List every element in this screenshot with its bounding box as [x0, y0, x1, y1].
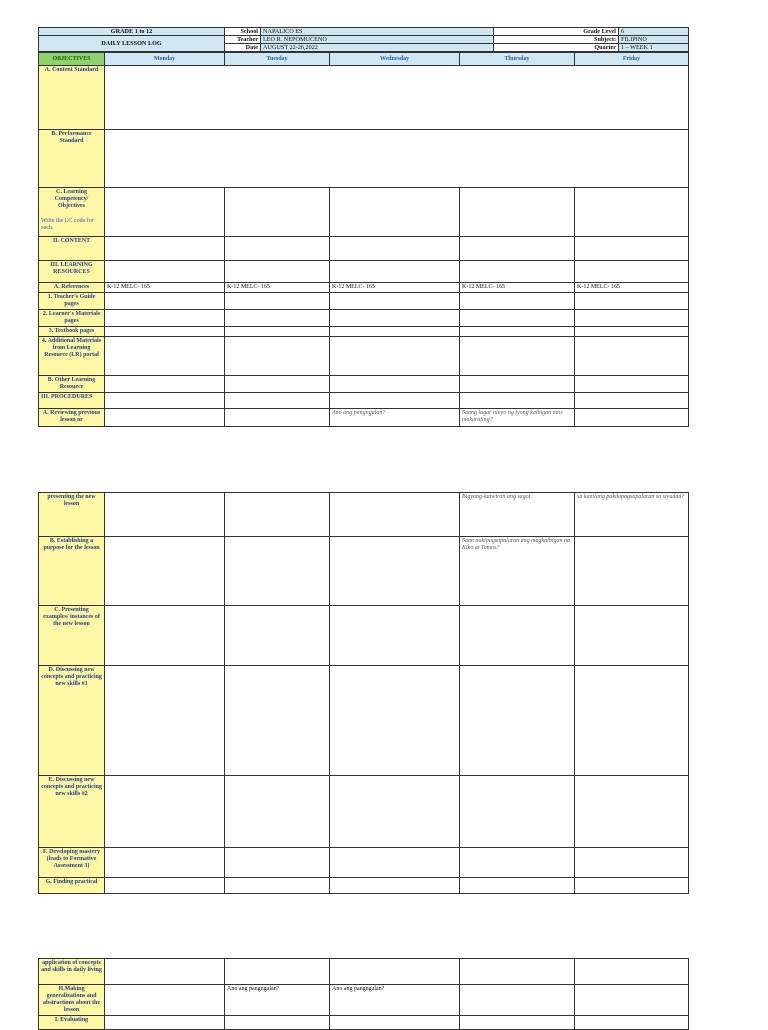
empty-cell [460, 376, 575, 393]
empty-cell [105, 376, 225, 393]
empty-cell [575, 376, 689, 393]
empty-cell [330, 393, 460, 409]
empty-cell [225, 293, 330, 310]
finding-practical-wednesday [330, 878, 460, 894]
application-thursday [460, 959, 575, 985]
establishing-label: B. Establishing a purpose for the lesson [39, 537, 105, 606]
subject-label: Subject: [494, 36, 619, 44]
grade-level-label: Grade Level [494, 28, 619, 36]
empty-cell [225, 376, 330, 393]
generalizations-monday [105, 985, 225, 1016]
application-label: application of concepts and skills in daily living [39, 959, 105, 985]
content-friday [575, 237, 689, 261]
presenting-new-monday [105, 493, 225, 537]
reviewing-thursday: Saang lugar ninyo ng iyong kaibigan nais makarating? [460, 409, 575, 427]
empty-cell [575, 327, 689, 337]
developing-mastery-label: F. Developing mastery (leads to Formative Assessment 3) [39, 848, 105, 878]
performance-standard-label: B. Performance Standard [39, 130, 105, 188]
competency-wednesday [330, 188, 460, 237]
references-wednesday: K-12 MELC- 165 [330, 283, 460, 293]
generalizations-thursday [460, 985, 575, 1016]
content-tuesday [225, 237, 330, 261]
empty-cell [330, 310, 460, 327]
other-resources-label: B. Other Learning Resource [39, 376, 105, 393]
establishing-tuesday [225, 537, 330, 606]
learners-materials-label: 2. Learner's Materials pages [39, 310, 105, 327]
empty-cell [330, 376, 460, 393]
procedures-label: III. PROCEDURES [39, 393, 105, 409]
date-value: AUGUST 22-26,2022 [261, 44, 494, 52]
wednesday-header: Wednesday [330, 53, 460, 66]
content-standard-label: A. Content Standard [39, 66, 105, 130]
grade-level-value: 6 [619, 28, 689, 36]
empty-cell [460, 393, 575, 409]
generalizations-label: H.Making generalizations and abstractions about the lesson [39, 985, 105, 1016]
generalizations-tuesday: Ano ang pangngalan? [225, 985, 330, 1016]
learning-resources-label: III. LEARNING RESOURCES [39, 261, 105, 283]
competency-thursday [460, 188, 575, 237]
presenting-examples-thursday [460, 606, 575, 666]
tuesday-header: Tuesday [225, 53, 330, 66]
evaluating-friday [575, 1016, 689, 1030]
teachers-guide-label: 1. Teacher's Guide pages [39, 293, 105, 310]
additional-materials-label: 4. Additional Materials from Learning Resource (LR) portal [39, 337, 105, 376]
presenting-new-wednesday [330, 493, 460, 537]
reviewing-friday [575, 409, 689, 427]
references-label: A. References [39, 283, 105, 293]
textbook-pages-label: 3. Textbook pages [39, 327, 105, 337]
presenting-new-friday: sa kanilang pakikipagsapalaran sa siyudad? [575, 493, 689, 537]
date-label: Date [225, 44, 261, 52]
school-label: School [225, 28, 261, 36]
grade-line: GRADE 1 to 12 [39, 28, 225, 36]
empty-cell [575, 310, 689, 327]
subject-value: FILIPINO [619, 36, 689, 44]
application-tuesday [225, 959, 330, 985]
empty-cell [575, 261, 689, 283]
empty-cell [460, 327, 575, 337]
empty-cell [105, 261, 225, 283]
content-monday [105, 237, 225, 261]
empty-cell [575, 293, 689, 310]
establishing-monday [105, 537, 225, 606]
developing-mastery-friday [575, 848, 689, 878]
finding-practical-friday [575, 878, 689, 894]
empty-cell [575, 337, 689, 376]
discussing-2-wednesday [330, 776, 460, 848]
school-value: NAPALICO ES [261, 28, 494, 36]
competency-monday [105, 188, 225, 237]
finding-practical-label: G. Finding practical [39, 878, 105, 894]
lesson-log-page-3 [38, 958, 688, 1030]
application-monday [105, 959, 225, 985]
empty-cell [225, 261, 330, 283]
reviewing-tuesday [225, 409, 330, 427]
objectives-header: OBJECTIVES [39, 53, 105, 66]
presenting-examples-wednesday [330, 606, 460, 666]
lesson-log-page-2 [38, 492, 688, 894]
finding-practical-tuesday [225, 878, 330, 894]
teacher-value: LEO R. NEPOMUCENO [261, 36, 494, 44]
presenting-examples-monday [105, 606, 225, 666]
empty-cell [225, 310, 330, 327]
presenting-examples-friday [575, 606, 689, 666]
content-thursday [460, 237, 575, 261]
evaluating-monday [105, 1016, 225, 1030]
content-wednesday [330, 237, 460, 261]
developing-mastery-thursday [460, 848, 575, 878]
generalizations-friday [575, 985, 689, 1016]
lesson-log-table-2 [38, 492, 689, 894]
finding-practical-monday [105, 878, 225, 894]
empty-cell [460, 310, 575, 327]
friday-header: Friday [575, 53, 689, 66]
log-title: DAILY LESSON LOG [39, 36, 225, 52]
establishing-friday [575, 537, 689, 606]
thursday-header: Thursday [460, 53, 575, 66]
lesson-log-table-1 [38, 52, 689, 427]
finding-practical-thursday [460, 878, 575, 894]
establishing-thursday: Saan nakipagsapalaran ang magkaibigan na Kiko at Tomas? [460, 537, 575, 606]
quarter-label: Quarter [494, 44, 619, 52]
presenting-examples-label: C. Presenting examples/ instances of the new lesson [39, 606, 105, 666]
teacher-label: Teacher [225, 36, 261, 44]
discussing-2-label: E. Discussing new concepts and practicing new skills #2 [39, 776, 105, 848]
discussing-2-friday [575, 776, 689, 848]
presenting-examples-tuesday [225, 606, 330, 666]
references-monday: K-12 MELC- 165 [105, 283, 225, 293]
empty-cell [225, 393, 330, 409]
discussing-1-tuesday [225, 666, 330, 776]
reviewing-label: A. Reviewing previous lesson or [39, 409, 105, 427]
empty-cell [330, 327, 460, 337]
empty-cell [460, 293, 575, 310]
empty-cell [460, 337, 575, 376]
developing-mastery-tuesday [225, 848, 330, 878]
empty-cell [575, 393, 689, 409]
empty-cell [225, 337, 330, 376]
empty-cell [330, 337, 460, 376]
lesson-log-table-3 [38, 958, 689, 1030]
empty-cell [105, 293, 225, 310]
competency-title: C. Learning Competency/ Objectives [54, 189, 89, 209]
monday-header: Monday [105, 53, 225, 66]
discussing-2-thursday [460, 776, 575, 848]
empty-cell [105, 327, 225, 337]
discussing-2-monday [105, 776, 225, 848]
references-tuesday: K-12 MELC- 165 [225, 283, 330, 293]
empty-cell [330, 261, 460, 283]
discussing-1-label: D. Discussing new concepts and practicing new skills #1 [39, 666, 105, 776]
references-friday: K-12 MELC- 165 [575, 283, 689, 293]
reviewing-monday [105, 409, 225, 427]
competency-friday [575, 188, 689, 237]
empty-cell [105, 337, 225, 376]
lesson-log-page-1 [38, 27, 688, 427]
reviewing-wednesday: Ano ang pangngalan? [330, 409, 460, 427]
evaluating-wednesday [330, 1016, 460, 1030]
evaluating-thursday [460, 1016, 575, 1030]
performance-standard-text [105, 130, 689, 188]
presenting-new-thursday: Bigyang-katwiran ang sagot. [460, 493, 575, 537]
competency-tuesday [225, 188, 330, 237]
generalizations-wednesday: Ano ang pangngalan? [330, 985, 460, 1016]
application-wednesday [330, 959, 460, 985]
lesson-log-header-table [38, 27, 689, 52]
references-thursday: K-12 MELC- 165 [460, 283, 575, 293]
content-standard-text [105, 66, 689, 130]
developing-mastery-wednesday [330, 848, 460, 878]
discussing-1-friday [575, 666, 689, 776]
content-label: II. CONTENT [39, 237, 105, 261]
discussing-2-tuesday [225, 776, 330, 848]
establishing-wednesday [330, 537, 460, 606]
developing-mastery-monday [105, 848, 225, 878]
evaluating-tuesday [225, 1016, 330, 1030]
application-friday [575, 959, 689, 985]
evaluating-label: I. Evaluating [39, 1016, 105, 1030]
competency-label [39, 188, 105, 237]
empty-cell [105, 310, 225, 327]
lc-code-note: Write the LC code for each. [41, 218, 94, 231]
presenting-new-tuesday [225, 493, 330, 537]
discussing-1-wednesday [330, 666, 460, 776]
empty-cell [460, 261, 575, 283]
empty-cell [105, 393, 225, 409]
presenting-new-label: presenting the new lesson [39, 493, 105, 537]
discussing-1-thursday [460, 666, 575, 776]
empty-cell [330, 293, 460, 310]
quarter-value: 1 – WEEK 1 [619, 44, 689, 52]
discussing-1-monday [105, 666, 225, 776]
empty-cell [225, 327, 330, 337]
